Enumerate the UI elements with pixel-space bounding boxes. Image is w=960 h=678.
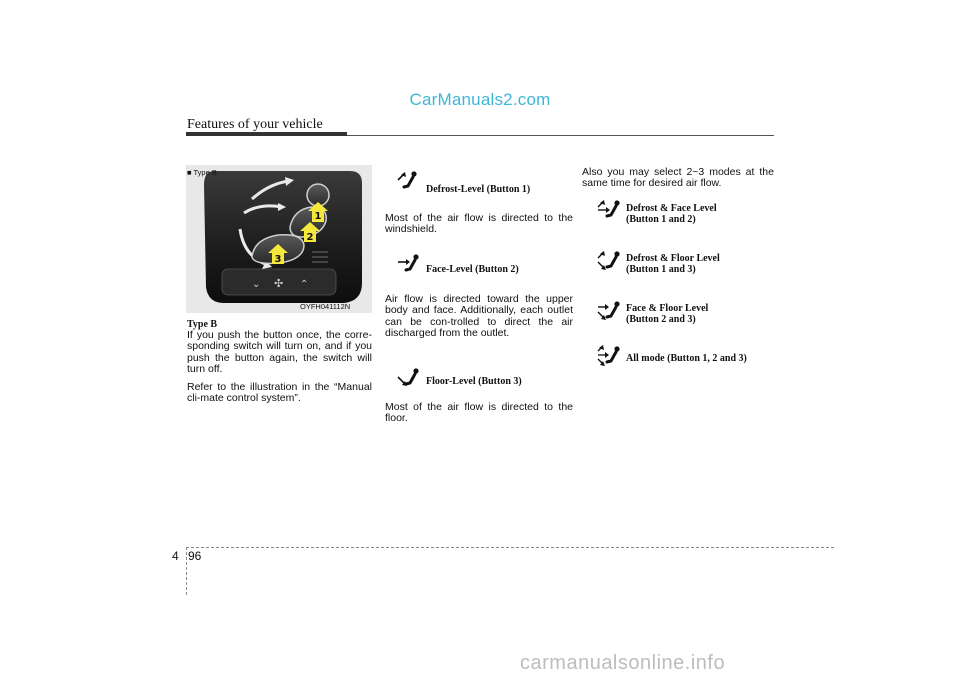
type-b-paragraph-1: If you push the button once, the corre-sponding switch will turn on, and if you push the button again, the switch will turn off.: [187, 329, 372, 376]
face-floor-icon: [596, 300, 624, 322]
combined-modes-intro: Also you may select 2~3 modes at the same time for desired air flow.: [582, 166, 774, 190]
floor-level-label: Floor-Level (Button 3): [426, 376, 522, 387]
svg-text:⌄: ⌄: [252, 279, 261, 290]
climate-panel-figure: [186, 165, 372, 313]
figure-button-number-1: 1: [314, 211, 322, 222]
type-b-paragraph-2: Refer to the illustration in the “Manual cli-mate control system”.: [187, 381, 372, 405]
defrost-level-text: Most of the air flow is directed to the windshield.: [385, 212, 573, 236]
face-level-label: Face-Level (Button 2): [426, 264, 519, 275]
footer-page-number: 96: [188, 549, 202, 563]
mode-1-line-2: (Button 1 and 2): [626, 214, 696, 225]
defrost-floor-icon: [596, 250, 624, 272]
climate-panel-illustration: [186, 165, 372, 313]
footer-dashed-rule: [186, 547, 834, 548]
mode-4-line-1: All mode (Button 1, 2 and 3): [626, 353, 747, 364]
figure-button-number-3: 3: [274, 254, 282, 265]
defrost-face-icon: [596, 199, 624, 221]
face-level-icon: [396, 253, 424, 275]
header-rule-thick: [186, 132, 347, 136]
floor-level-text: Most of the air flow is directed to the floor.: [385, 401, 573, 425]
watermark-top: CarManuals2.com: [409, 90, 551, 109]
defrost-level-label: Defrost-Level (Button 1): [426, 184, 531, 195]
mode-2-line-1: Defrost & Floor Level: [626, 253, 720, 264]
header-rule-thin: [347, 135, 774, 136]
face-level-text: Air flow is directed toward the upper body and face. Additionally, each outlet can be con-trolled to direct the air discharged from the outlet.: [385, 293, 573, 340]
floor-level-icon: [396, 367, 424, 389]
mode-3-line-2: (Button 2 and 3): [626, 314, 696, 325]
figure-type-label: ■ Type B: [187, 168, 217, 177]
footer-vertical-dashed-rule: [186, 547, 187, 595]
type-b-heading: Type B: [187, 319, 218, 330]
watermark-bottom: carmanualsonline.info: [520, 652, 726, 674]
footer-section-number: 4: [172, 549, 179, 563]
svg-text:✣: ✣: [274, 277, 284, 290]
defrost-level-icon: [396, 170, 424, 192]
svg-text:⌃: ⌃: [300, 279, 309, 290]
figure-button-number-2: 2: [306, 232, 314, 243]
mode-2-line-2: (Button 1 and 3): [626, 264, 696, 275]
all-mode-icon: [596, 345, 624, 367]
mode-3-line-1: Face & Floor Level: [626, 303, 709, 314]
page-header-title: Features of your vehicle: [187, 117, 323, 132]
figure-code: OYFH041112N: [300, 302, 351, 311]
mode-1-line-1: Defrost & Face Level: [626, 203, 717, 214]
